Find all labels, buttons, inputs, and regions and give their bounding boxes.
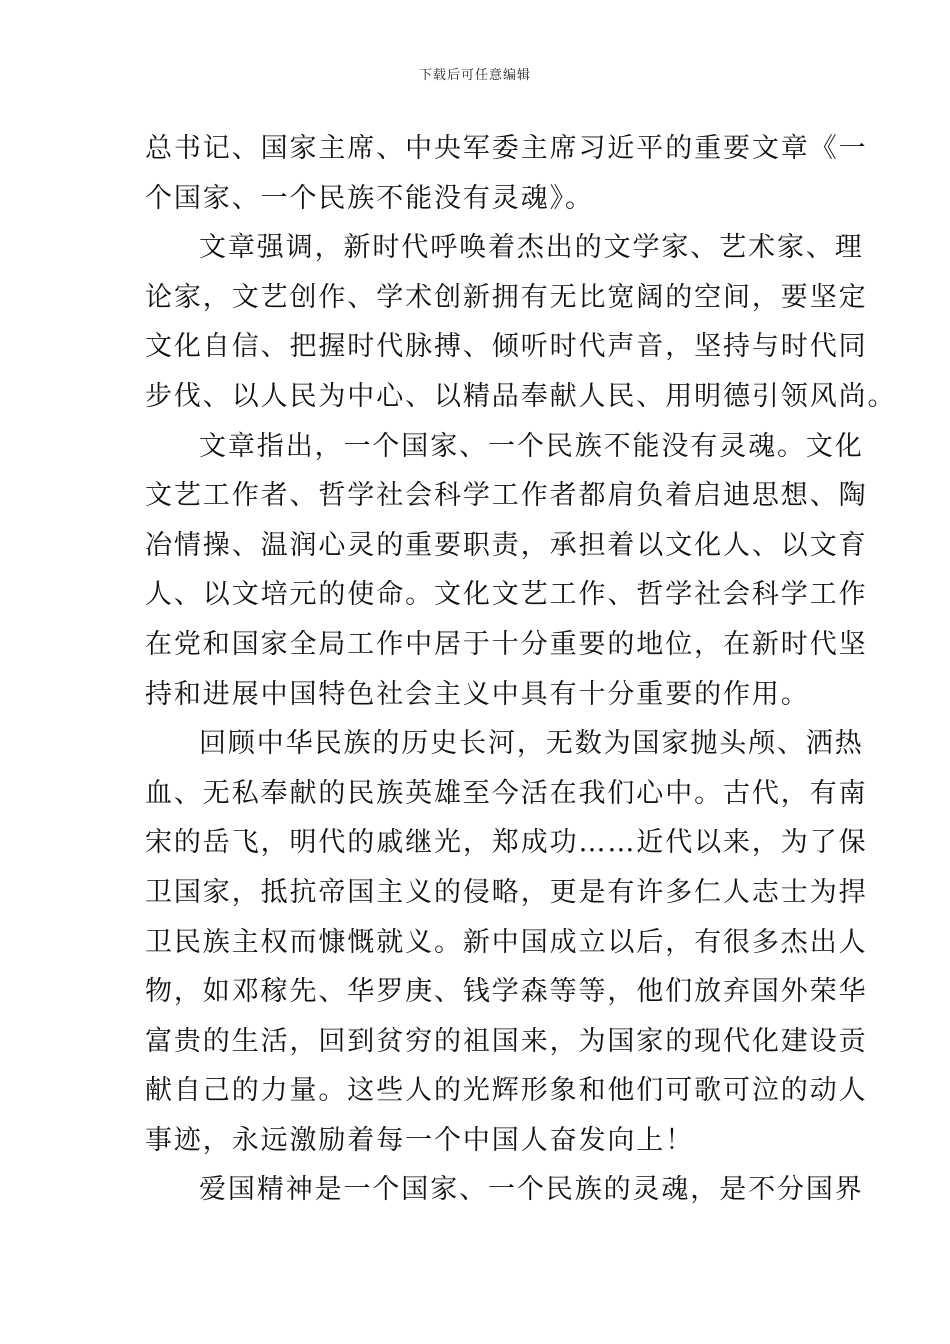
- text-line: 人、以文培元的使命。文化文艺工作、哲学社会科学工作: [145, 579, 868, 611]
- text-line: 事迹，永远激励着每一个中国人奋发向上！: [145, 1124, 695, 1156]
- text-line: 献自己的力量。这些人的光辉形象和他们可歌可泣的动人: [145, 1075, 868, 1107]
- paragraph-start-line: 回顾中华民族的历史长河，无数为国家抛头颅、洒热: [199, 728, 864, 760]
- text-line: 步伐、以人民为中心、以精品奉献人民、用明德引领风尚。: [145, 380, 897, 412]
- text-line: 富贵的生活，回到贫穷的祖国来，为国家的现代化建设贡: [145, 1025, 868, 1057]
- text-line: 在党和国家全局工作中居于十分重要的地位，在新时代坚: [145, 628, 868, 660]
- text-line: 个国家、一个民族不能没有灵魂》。: [145, 182, 594, 214]
- text-line: 冶情操、温润心灵的重要职责，承担着以文化人、以文育: [145, 529, 868, 561]
- text-line: 物，如邓稼先、华罗庚、钱学森等等，他们放弃国外荣华: [145, 976, 868, 1008]
- text-line: 文艺工作者、哲学社会科学工作者都肩负着启迪思想、陶: [145, 480, 868, 512]
- header-note: 下载后可任意编辑: [418, 68, 531, 83]
- text-line: 总书记、国家主席、中央军委主席习近平的重要文章《一: [145, 133, 868, 164]
- text-line: 宋的岳飞，明代的戚继光，郑成功……近代以来，为了保: [145, 827, 868, 859]
- body-text: [145, 124, 897, 1215]
- text-line: 卫民族主权而慷慨就义。新中国成立以后，有很多杰出人: [145, 926, 868, 958]
- text-line: 文化自信、把握时代脉搏、倾听时代声音，坚持与时代同: [145, 331, 868, 363]
- paragraph-start-line: 文章指出，一个国家、一个民族不能没有灵魂。文化: [199, 430, 864, 462]
- paragraph-start-line: 文章强调，新时代呼唤着杰出的文学家、艺术家、理: [199, 232, 864, 264]
- text-line: 卫国家，抵抗帝国主义的侵略，更是有许多仁人志士为捍: [145, 876, 868, 908]
- text-line: 血、无私奉献的民族英雄至今活在我们心中。古代，有南: [145, 777, 868, 809]
- paragraph-start-line: 爱国精神是一个国家、一个民族的灵魂，是不分国界: [199, 1174, 864, 1206]
- text-line: 论家，文艺创作、学术创新拥有无比宽阔的空间，要坚定: [145, 281, 868, 313]
- text-line: 持和进展中国特色社会主义中具有十分重要的作用。: [145, 678, 810, 710]
